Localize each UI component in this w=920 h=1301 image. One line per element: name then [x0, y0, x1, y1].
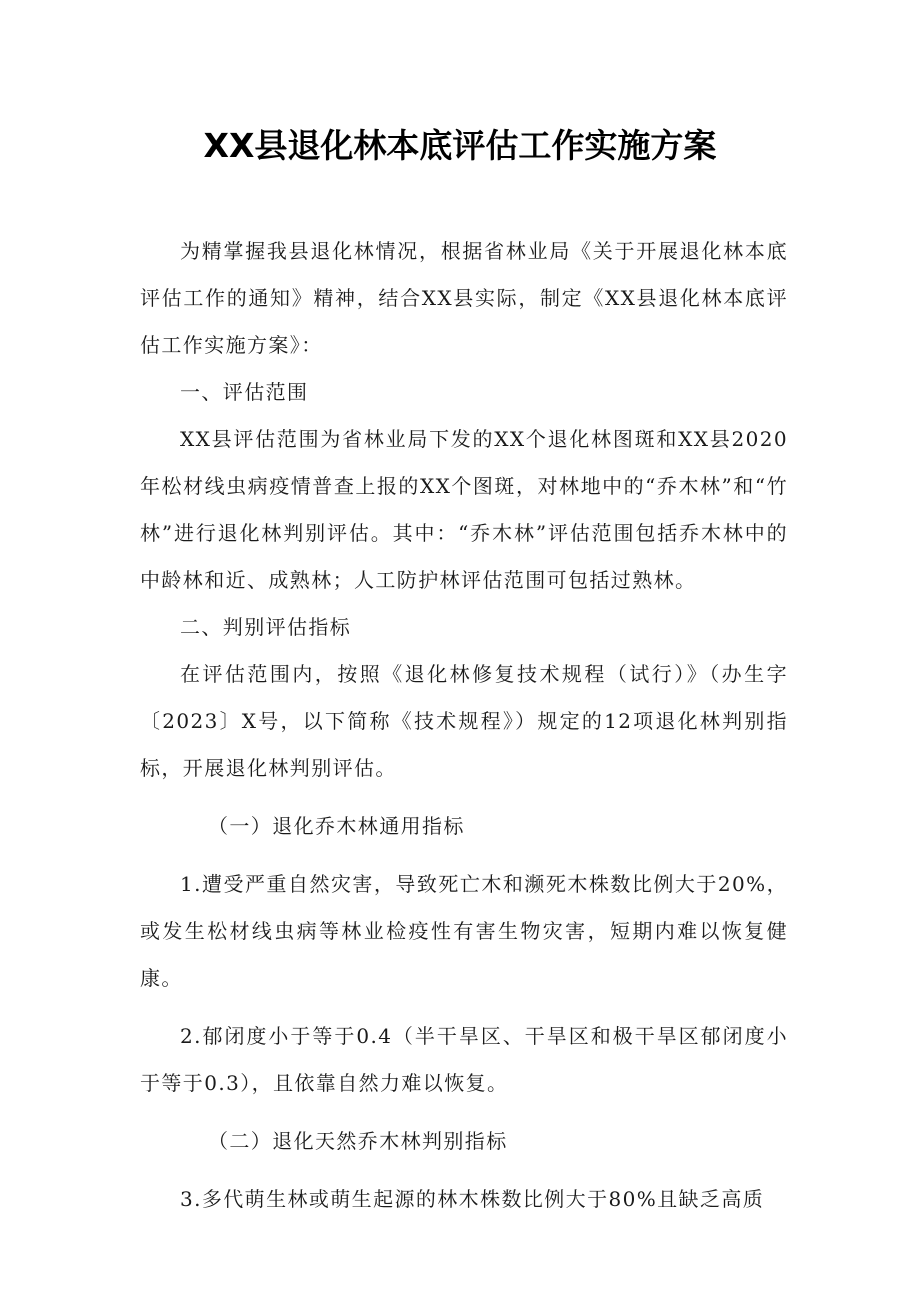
indicators-paragraph: 在评估范围内，按照《退化林修复技术规程（试行）》（办生字〔2023〕X号，以下简称《技术规程》）规定的12项退化林判别指标，开展退化林判别评估。 — [140, 662, 788, 780]
subsection-heading-natural: （二）退化天然乔木林判别指标 — [208, 1129, 508, 1153]
document-title: XX县退化林本底评估工作实施方案 — [203, 126, 717, 165]
indicator-item-2: 2.郁闭度小于等于0.4（半干旱区、干旱区和极干旱区郁闭度小于等于0.3），且依靠自然力难以恢复。 — [140, 1024, 788, 1095]
document-body — [140, 228, 788, 1223]
subsection-heading-general: （一）退化乔木林通用指标 — [208, 814, 465, 838]
section-heading-indicators: 二、判别评估指标 — [180, 615, 352, 639]
scope-paragraph: XX县评估范围为省林业局下发的XX个退化林图斑和XX县2020年松材线虫病疫情普查上报的XX个图斑，对林地中的“乔木林”和“竹林”进行退化林判别评估。其中：“乔木林”评估范围包括乔木林中的中龄林和近、成熟林；人工防护林评估范围可包括过熟林。 — [140, 427, 788, 592]
section-heading-scope: 一、评估范围 — [180, 380, 309, 404]
indicator-item-3: 3.多代萌生林或萌生起源的林木株数比例大于80%且缺乏高质 — [180, 1187, 765, 1211]
intro-paragraph: 为精掌握我县退化林情况，根据省林业局《关于开展退化林本底评估工作的通知》精神，结合XX县实际，制定《XX县退化林本底评估工作实施方案》： — [140, 239, 788, 357]
indicator-item-1: 1.遭受严重自然灾害，导致死亡木和濒死木株数比例大于20%，或发生松材线虫病等林业检疫性有害生物灾害，短期内难以恢复健康。 — [140, 872, 788, 990]
